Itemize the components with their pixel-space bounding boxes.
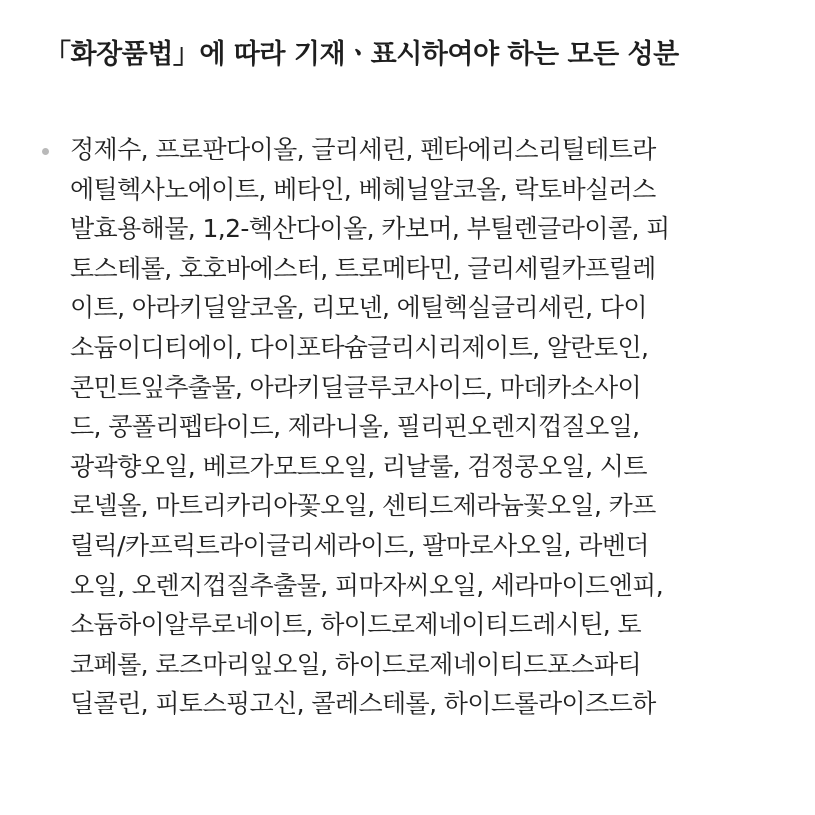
ingredient-text-line: 릴릭/카프릭트라이글리세라이드, 팔마로사오일, 라벤더 bbox=[70, 530, 649, 560]
ingredient-text-line: 정제수, 프로판다이올, 글리세린, 펜타에리스리틸테트라 bbox=[70, 135, 656, 164]
ingredient-text-line: 토스테롤, 호호바에스터, 트로메타민, 글리세릴카프릴레 bbox=[70, 253, 656, 283]
ingredient-text-line: 소듐하이알루로네이트, 하이드로제네이티드레시틴, 토 bbox=[70, 610, 642, 640]
ingredient-text-line: 로넬올, 마트리카리아꽃오일, 센티드제라늄꽃오일, 카프 bbox=[70, 491, 656, 521]
ingredient-text-line: 광곽향오일, 베르가모트오일, 리날룰, 검정콩오일, 시트 bbox=[70, 451, 647, 481]
bullet-dot-icon bbox=[42, 148, 49, 155]
ingredient-text-line: 드, 콩폴리펩타이드, 제라니올, 필리핀오렌지껍질오일, bbox=[70, 412, 640, 442]
list-item bbox=[40, 130, 785, 724]
ingredient-text-line: 이트, 아라키딜알코올, 리모넨, 에틸헥실글리세린, 다이 bbox=[70, 293, 647, 323]
ingredient-text-line: 소듐이디티에이, 다이포타슘글리시리제이트, 알란토인, bbox=[70, 332, 649, 362]
ingredient-list bbox=[40, 130, 785, 724]
ingredient-text-line: 코페롤, 로즈마리잎오일, 하이드로제네이티드포스파티 bbox=[70, 649, 642, 679]
section-title: 「화장품법」에 따라 기재ㆍ표시하여야 하는 모든 성분 bbox=[44, 39, 679, 70]
ingredient-text-line: 오일, 오렌지껍질추출물, 피마자씨오일, 세라마이드엔피, bbox=[70, 570, 664, 600]
ingredient-text-line: 딜콜린, 피토스핑고신, 콜레스테롤, 하이드롤라이즈드하 bbox=[70, 689, 656, 719]
ingredient-text-line: 콘민트잎추출물, 아라키딜글루코사이드, 마데카소사이 bbox=[70, 372, 642, 402]
ingredient-text-line: 에틸헥사노에이트, 베타인, 베헤닐알코올, 락토바실러스 bbox=[70, 174, 656, 204]
ingredient-text-line: 발효용해물, 1,2-헥산다이올, 카보머, 부틸렌글라이콜, 피 bbox=[70, 214, 670, 244]
